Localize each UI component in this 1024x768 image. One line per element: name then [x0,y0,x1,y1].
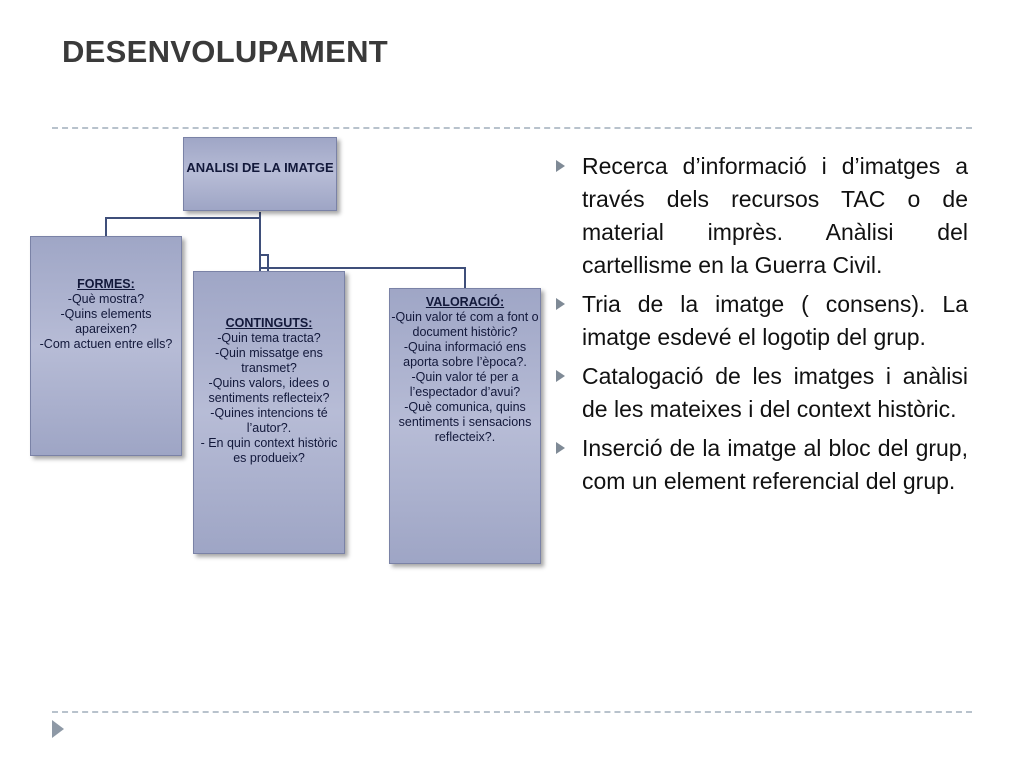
valoracio-box [389,288,541,564]
bullet-item [556,432,968,498]
next-slide-arrow-icon[interactable] [52,720,64,738]
formes-box [30,236,182,456]
bullet-item [556,288,968,354]
formes-heading: FORMES: [77,277,135,291]
valoracio-heading: VALORACIÓ: [425,295,505,309]
continguts-item: -Quins valors, idees o sentiments reflecteix? [208,376,330,405]
valoracio-item: -Quina informació ens aporta sobre l’època?. [403,340,527,369]
continguts-box [193,271,345,554]
continguts-item: - En quin context històric es produeix? [200,436,338,465]
bullet-text: Tria de la imatge ( consens). La imatge esdevé el logotip del grup. [582,291,968,350]
bullet-arrow-icon [556,298,565,310]
bullet-text: Recerca d’informació i d’imatges a través dels recursos TAC o de material imprès. Anàlisi del cartellisme en la Guerra Civil. [582,153,968,278]
formes-item: -Com actuen entre ells? [39,337,173,351]
continguts-item: -Quin tema tracta? [217,331,321,345]
bullet-list [556,150,968,504]
valoracio-item: -Quin valor té com a font o document històric? [391,310,539,339]
bullet-text: Inserció de la imatge al bloc del grup, com un element referencial del grup. [582,435,968,494]
bullet-arrow-icon [556,442,565,454]
continguts-heading: CONTINGUTS: [225,316,313,330]
valoracio-item: -Quin valor té per a l’espectador d’avui? [409,370,521,399]
continguts-item: -Quines intencions té l’autor?. [210,406,328,435]
slide-title: DESENVOLUPAMENT [62,34,389,69]
continguts-item: -Quin missatge ens transmet? [215,346,323,375]
connector-formes [106,212,260,236]
bullet-item [556,360,968,426]
bullet-item [556,150,968,282]
diagram-root-box [183,137,337,211]
bullet-text: Catalogació de les imatges i anàlisi de les mateixes i del context històric. [582,363,968,422]
formes-item: -Quins elements apareixen? [60,307,152,336]
bullet-arrow-icon [556,160,565,172]
bullet-arrow-icon [556,370,565,382]
root-label: ANALISI DE LA IMATGE [186,160,334,175]
valoracio-item: -Què comunica, quins sentiments i sensacions reflecteix?. [398,400,532,444]
formes-item: -Què mostra? [67,292,145,306]
